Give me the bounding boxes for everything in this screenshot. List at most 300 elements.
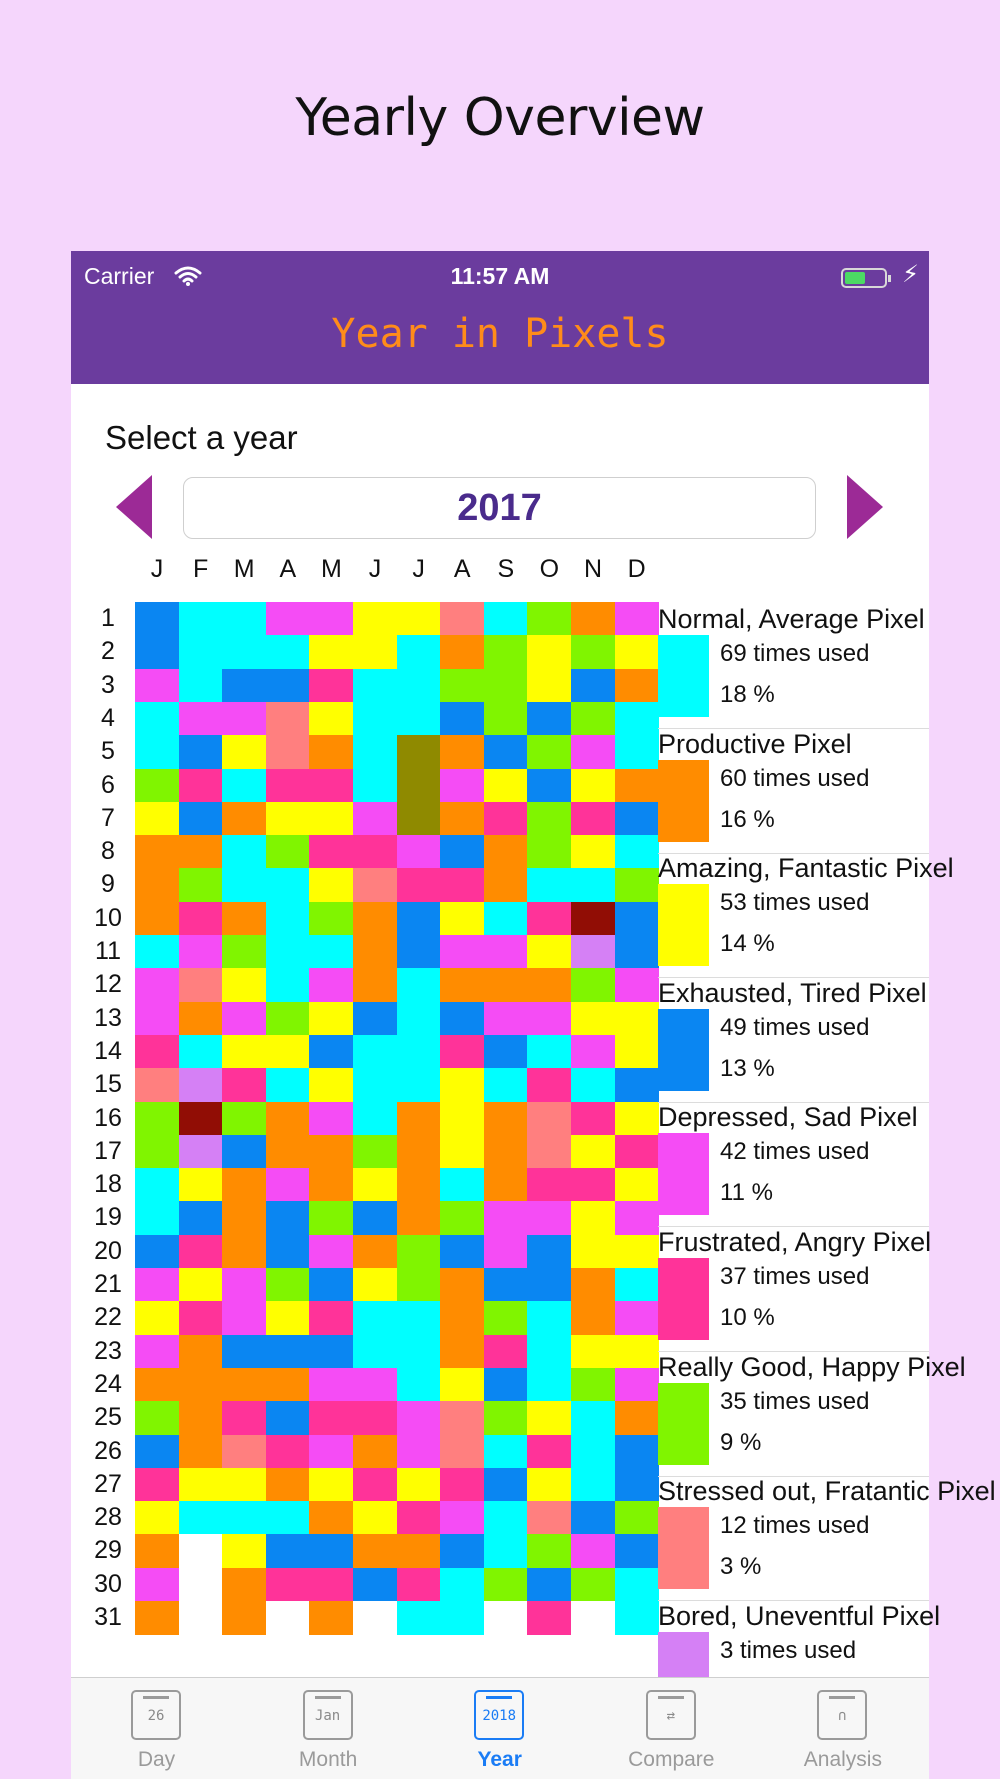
day-pixel[interactable]: [571, 1335, 615, 1369]
day-pixel[interactable]: [397, 1102, 441, 1136]
day-pixel[interactable]: [353, 1534, 397, 1568]
day-pixel[interactable]: [397, 1268, 441, 1302]
day-pixel[interactable]: [397, 868, 441, 902]
day-pixel[interactable]: [353, 1401, 397, 1435]
tab-year[interactable]: [414, 1678, 585, 1779]
day-pixel[interactable]: [615, 1068, 659, 1102]
day-pixel[interactable]: [135, 968, 179, 1002]
day-pixel[interactable]: [309, 935, 353, 969]
day-pixel[interactable]: [179, 935, 223, 969]
day-pixel[interactable]: [309, 669, 353, 703]
day-pixel[interactable]: [440, 935, 484, 969]
day-pixel[interactable]: [440, 1435, 484, 1469]
day-pixel[interactable]: [484, 1002, 528, 1036]
day-pixel[interactable]: [222, 1235, 266, 1269]
day-pixel[interactable]: [440, 802, 484, 836]
day-pixel[interactable]: [527, 1568, 571, 1602]
day-pixel[interactable]: [397, 1201, 441, 1235]
day-pixel[interactable]: [309, 1601, 353, 1635]
day-pixel[interactable]: [440, 1102, 484, 1136]
day-pixel[interactable]: [222, 1401, 266, 1435]
day-pixel[interactable]: [135, 868, 179, 902]
day-pixel[interactable]: [309, 1235, 353, 1269]
day-pixel[interactable]: [440, 735, 484, 769]
day-pixel[interactable]: [309, 902, 353, 936]
day-pixel[interactable]: [615, 1235, 659, 1269]
day-pixel[interactable]: [397, 702, 441, 736]
day-pixel[interactable]: [353, 1435, 397, 1469]
day-pixel[interactable]: [397, 1035, 441, 1069]
day-pixel[interactable]: [571, 1601, 615, 1635]
day-pixel[interactable]: [397, 835, 441, 869]
day-pixel[interactable]: [222, 868, 266, 902]
day-pixel[interactable]: [353, 868, 397, 902]
day-pixel[interactable]: [397, 1401, 441, 1435]
day-pixel[interactable]: [440, 902, 484, 936]
day-pixel[interactable]: [571, 1301, 615, 1335]
day-pixel[interactable]: [309, 1102, 353, 1136]
day-pixel[interactable]: [527, 1501, 571, 1535]
day-pixel[interactable]: [527, 868, 571, 902]
day-pixel[interactable]: [440, 1235, 484, 1269]
day-pixel[interactable]: [266, 1002, 310, 1036]
day-pixel[interactable]: [266, 1568, 310, 1602]
day-pixel[interactable]: [135, 1035, 179, 1069]
day-pixel[interactable]: [179, 1301, 223, 1335]
day-pixel[interactable]: [484, 1501, 528, 1535]
day-pixel[interactable]: [179, 1568, 223, 1602]
day-pixel[interactable]: [135, 1368, 179, 1402]
day-pixel[interactable]: [353, 1501, 397, 1535]
day-pixel[interactable]: [527, 702, 571, 736]
day-pixel[interactable]: [484, 1135, 528, 1169]
day-pixel[interactable]: [615, 635, 659, 669]
day-pixel[interactable]: [179, 702, 223, 736]
day-pixel[interactable]: [484, 735, 528, 769]
day-pixel[interactable]: [571, 1435, 615, 1469]
day-pixel[interactable]: [135, 1068, 179, 1102]
day-pixel[interactable]: [484, 669, 528, 703]
day-pixel[interactable]: [397, 1235, 441, 1269]
day-pixel[interactable]: [440, 769, 484, 803]
day-pixel[interactable]: [353, 835, 397, 869]
day-pixel[interactable]: [266, 1468, 310, 1502]
day-pixel[interactable]: [440, 635, 484, 669]
day-pixel[interactable]: [527, 735, 571, 769]
day-pixel[interactable]: [615, 1301, 659, 1335]
day-pixel[interactable]: [135, 702, 179, 736]
day-pixel[interactable]: [135, 1201, 179, 1235]
day-pixel[interactable]: [179, 769, 223, 803]
day-pixel[interactable]: [309, 1335, 353, 1369]
day-pixel[interactable]: [266, 1335, 310, 1369]
day-pixel[interactable]: [266, 1035, 310, 1069]
day-pixel[interactable]: [135, 1401, 179, 1435]
tab-day[interactable]: [71, 1678, 242, 1779]
day-pixel[interactable]: [266, 968, 310, 1002]
day-pixel[interactable]: [222, 1501, 266, 1535]
day-pixel[interactable]: [179, 1501, 223, 1535]
day-pixel[interactable]: [615, 769, 659, 803]
day-pixel[interactable]: [527, 902, 571, 936]
day-pixel[interactable]: [135, 1501, 179, 1535]
day-pixel[interactable]: [266, 1102, 310, 1136]
day-pixel[interactable]: [571, 669, 615, 703]
day-pixel[interactable]: [135, 635, 179, 669]
day-pixel[interactable]: [309, 1068, 353, 1102]
day-pixel[interactable]: [571, 1368, 615, 1402]
day-pixel[interactable]: [484, 1468, 528, 1502]
day-pixel[interactable]: [527, 1534, 571, 1568]
day-pixel[interactable]: [571, 1002, 615, 1036]
day-pixel[interactable]: [397, 1068, 441, 1102]
day-pixel[interactable]: [266, 835, 310, 869]
day-pixel[interactable]: [440, 968, 484, 1002]
day-pixel[interactable]: [440, 1468, 484, 1502]
day-pixel[interactable]: [527, 1035, 571, 1069]
day-pixel[interactable]: [353, 1201, 397, 1235]
day-pixel[interactable]: [571, 1468, 615, 1502]
day-pixel[interactable]: [179, 868, 223, 902]
day-pixel[interactable]: [571, 1102, 615, 1136]
day-pixel[interactable]: [222, 1068, 266, 1102]
day-pixel[interactable]: [527, 635, 571, 669]
day-pixel[interactable]: [397, 602, 441, 636]
day-pixel[interactable]: [615, 968, 659, 1002]
day-pixel[interactable]: [135, 1301, 179, 1335]
day-pixel[interactable]: [571, 1568, 615, 1602]
day-pixel[interactable]: [527, 1168, 571, 1202]
day-pixel[interactable]: [309, 802, 353, 836]
day-pixel[interactable]: [309, 1002, 353, 1036]
day-pixel[interactable]: [397, 635, 441, 669]
day-pixel[interactable]: [527, 835, 571, 869]
day-pixel[interactable]: [615, 1102, 659, 1136]
day-pixel[interactable]: [222, 1568, 266, 1602]
day-pixel[interactable]: [179, 802, 223, 836]
day-pixel[interactable]: [527, 1301, 571, 1335]
day-pixel[interactable]: [571, 735, 615, 769]
day-pixel[interactable]: [353, 1368, 397, 1402]
day-pixel[interactable]: [179, 968, 223, 1002]
day-pixel[interactable]: [397, 1301, 441, 1335]
day-pixel[interactable]: [309, 1301, 353, 1335]
day-pixel[interactable]: [353, 702, 397, 736]
day-pixel[interactable]: [266, 1601, 310, 1635]
day-pixel[interactable]: [353, 1068, 397, 1102]
day-pixel[interactable]: [179, 1435, 223, 1469]
day-pixel[interactable]: [179, 602, 223, 636]
day-pixel[interactable]: [353, 968, 397, 1002]
day-pixel[interactable]: [135, 1601, 179, 1635]
day-pixel[interactable]: [527, 1368, 571, 1402]
day-pixel[interactable]: [266, 1068, 310, 1102]
day-pixel[interactable]: [222, 968, 266, 1002]
day-pixel[interactable]: [440, 1035, 484, 1069]
day-pixel[interactable]: [527, 935, 571, 969]
day-pixel[interactable]: [484, 1235, 528, 1269]
day-pixel[interactable]: [527, 1102, 571, 1136]
day-pixel[interactable]: [266, 1435, 310, 1469]
day-pixel[interactable]: [266, 802, 310, 836]
day-pixel[interactable]: [135, 1102, 179, 1136]
day-pixel[interactable]: [527, 1468, 571, 1502]
day-pixel[interactable]: [527, 602, 571, 636]
day-pixel[interactable]: [440, 602, 484, 636]
day-pixel[interactable]: [266, 1301, 310, 1335]
day-pixel[interactable]: [615, 602, 659, 636]
day-pixel[interactable]: [397, 1568, 441, 1602]
day-pixel[interactable]: [397, 1501, 441, 1535]
day-pixel[interactable]: [527, 1002, 571, 1036]
tab-analysis[interactable]: [757, 1678, 928, 1779]
day-pixel[interactable]: [615, 735, 659, 769]
day-pixel[interactable]: [527, 1401, 571, 1435]
day-pixel[interactable]: [484, 968, 528, 1002]
next-year-button[interactable]: [847, 475, 883, 539]
day-pixel[interactable]: [571, 868, 615, 902]
day-pixel[interactable]: [397, 1002, 441, 1036]
day-pixel[interactable]: [571, 635, 615, 669]
day-pixel[interactable]: [527, 1335, 571, 1369]
day-pixel[interactable]: [353, 1135, 397, 1169]
day-pixel[interactable]: [135, 1268, 179, 1302]
day-pixel[interactable]: [615, 1035, 659, 1069]
day-pixel[interactable]: [222, 1135, 266, 1169]
day-pixel[interactable]: [266, 935, 310, 969]
day-pixel[interactable]: [179, 1534, 223, 1568]
day-pixel[interactable]: [353, 902, 397, 936]
day-pixel[interactable]: [527, 1601, 571, 1635]
day-pixel[interactable]: [309, 1201, 353, 1235]
day-pixel[interactable]: [615, 868, 659, 902]
day-pixel[interactable]: [266, 735, 310, 769]
day-pixel[interactable]: [353, 1268, 397, 1302]
day-pixel[interactable]: [571, 902, 615, 936]
day-pixel[interactable]: [222, 1435, 266, 1469]
day-pixel[interactable]: [615, 1468, 659, 1502]
day-pixel[interactable]: [615, 669, 659, 703]
day-pixel[interactable]: [222, 769, 266, 803]
day-pixel[interactable]: [222, 935, 266, 969]
day-pixel[interactable]: [179, 1068, 223, 1102]
day-pixel[interactable]: [484, 1335, 528, 1369]
day-pixel[interactable]: [397, 735, 441, 769]
day-pixel[interactable]: [397, 1135, 441, 1169]
day-pixel[interactable]: [179, 1601, 223, 1635]
day-pixel[interactable]: [135, 835, 179, 869]
day-pixel[interactable]: [615, 1335, 659, 1369]
day-pixel[interactable]: [266, 1235, 310, 1269]
day-pixel[interactable]: [179, 1335, 223, 1369]
day-pixel[interactable]: [179, 1168, 223, 1202]
day-pixel[interactable]: [484, 1068, 528, 1102]
day-pixel[interactable]: [222, 669, 266, 703]
day-pixel[interactable]: [266, 1135, 310, 1169]
day-pixel[interactable]: [353, 1102, 397, 1136]
day-pixel[interactable]: [615, 702, 659, 736]
day-pixel[interactable]: [309, 735, 353, 769]
day-pixel[interactable]: [353, 669, 397, 703]
day-pixel[interactable]: [179, 635, 223, 669]
day-pixel[interactable]: [440, 868, 484, 902]
day-pixel[interactable]: [571, 935, 615, 969]
day-pixel[interactable]: [615, 1501, 659, 1535]
day-pixel[interactable]: [440, 1368, 484, 1402]
day-pixel[interactable]: [571, 1501, 615, 1535]
day-pixel[interactable]: [222, 1268, 266, 1302]
day-pixel[interactable]: [353, 1568, 397, 1602]
day-pixel[interactable]: [397, 1368, 441, 1402]
day-pixel[interactable]: [397, 669, 441, 703]
day-pixel[interactable]: [179, 902, 223, 936]
day-pixel[interactable]: [484, 868, 528, 902]
day-pixel[interactable]: [266, 1534, 310, 1568]
day-pixel[interactable]: [571, 835, 615, 869]
day-pixel[interactable]: [615, 1401, 659, 1435]
day-pixel[interactable]: [309, 968, 353, 1002]
day-pixel[interactable]: [440, 1335, 484, 1369]
day-pixel[interactable]: [179, 835, 223, 869]
day-pixel[interactable]: [484, 1301, 528, 1335]
day-pixel[interactable]: [615, 1534, 659, 1568]
day-pixel[interactable]: [135, 1135, 179, 1169]
day-pixel[interactable]: [222, 1601, 266, 1635]
day-pixel[interactable]: [440, 1501, 484, 1535]
day-pixel[interactable]: [222, 835, 266, 869]
day-pixel[interactable]: [222, 1368, 266, 1402]
day-pixel[interactable]: [397, 968, 441, 1002]
day-pixel[interactable]: [440, 1068, 484, 1102]
day-pixel[interactable]: [266, 702, 310, 736]
day-pixel[interactable]: [222, 1002, 266, 1036]
day-pixel[interactable]: [397, 769, 441, 803]
day-pixel[interactable]: [309, 1568, 353, 1602]
day-pixel[interactable]: [484, 1201, 528, 1235]
day-pixel[interactable]: [266, 868, 310, 902]
day-pixel[interactable]: [222, 1534, 266, 1568]
day-pixel[interactable]: [266, 902, 310, 936]
day-pixel[interactable]: [222, 1468, 266, 1502]
day-pixel[interactable]: [440, 702, 484, 736]
day-pixel[interactable]: [266, 769, 310, 803]
day-pixel[interactable]: [309, 635, 353, 669]
day-pixel[interactable]: [222, 802, 266, 836]
day-pixel[interactable]: [440, 1168, 484, 1202]
day-pixel[interactable]: [571, 1035, 615, 1069]
day-pixel[interactable]: [615, 1368, 659, 1402]
day-pixel[interactable]: [135, 1168, 179, 1202]
day-pixel[interactable]: [397, 935, 441, 969]
day-pixel[interactable]: [615, 1168, 659, 1202]
day-pixel[interactable]: [527, 1435, 571, 1469]
day-pixel[interactable]: [484, 635, 528, 669]
day-pixel[interactable]: [179, 1468, 223, 1502]
tab-month[interactable]: [243, 1678, 414, 1779]
day-pixel[interactable]: [353, 602, 397, 636]
day-pixel[interactable]: [484, 1168, 528, 1202]
day-pixel[interactable]: [571, 702, 615, 736]
day-pixel[interactable]: [179, 1201, 223, 1235]
day-pixel[interactable]: [440, 1568, 484, 1602]
day-pixel[interactable]: [179, 1268, 223, 1302]
day-pixel[interactable]: [222, 1102, 266, 1136]
day-pixel[interactable]: [353, 769, 397, 803]
day-pixel[interactable]: [527, 669, 571, 703]
day-pixel[interactable]: [135, 802, 179, 836]
day-pixel[interactable]: [222, 635, 266, 669]
day-pixel[interactable]: [266, 635, 310, 669]
day-pixel[interactable]: [309, 1035, 353, 1069]
day-pixel[interactable]: [571, 602, 615, 636]
day-pixel[interactable]: [309, 868, 353, 902]
day-pixel[interactable]: [615, 902, 659, 936]
day-pixel[interactable]: [571, 1268, 615, 1302]
day-pixel[interactable]: [527, 1268, 571, 1302]
day-pixel[interactable]: [135, 669, 179, 703]
day-pixel[interactable]: [484, 769, 528, 803]
day-pixel[interactable]: [484, 1534, 528, 1568]
day-pixel[interactable]: [571, 1135, 615, 1169]
day-pixel[interactable]: [179, 1368, 223, 1402]
day-pixel[interactable]: [353, 935, 397, 969]
day-pixel[interactable]: [309, 1168, 353, 1202]
day-pixel[interactable]: [440, 1601, 484, 1635]
day-pixel[interactable]: [222, 1201, 266, 1235]
day-pixel[interactable]: [571, 1235, 615, 1269]
day-pixel[interactable]: [353, 1335, 397, 1369]
day-pixel[interactable]: [353, 735, 397, 769]
day-pixel[interactable]: [440, 1268, 484, 1302]
day-pixel[interactable]: [484, 935, 528, 969]
day-pixel[interactable]: [484, 835, 528, 869]
day-pixel[interactable]: [440, 1135, 484, 1169]
day-pixel[interactable]: [179, 669, 223, 703]
day-pixel[interactable]: [179, 1102, 223, 1136]
day-pixel[interactable]: [484, 902, 528, 936]
day-pixel[interactable]: [266, 669, 310, 703]
day-pixel[interactable]: [615, 1002, 659, 1036]
day-pixel[interactable]: [353, 1002, 397, 1036]
day-pixel[interactable]: [135, 1468, 179, 1502]
day-pixel[interactable]: [309, 1135, 353, 1169]
day-pixel[interactable]: [353, 1235, 397, 1269]
day-pixel[interactable]: [309, 835, 353, 869]
day-pixel[interactable]: [135, 769, 179, 803]
day-pixel[interactable]: [527, 1235, 571, 1269]
day-pixel[interactable]: [179, 1401, 223, 1435]
day-pixel[interactable]: [309, 1534, 353, 1568]
day-pixel[interactable]: [440, 1401, 484, 1435]
day-pixel[interactable]: [397, 1601, 441, 1635]
day-pixel[interactable]: [440, 1534, 484, 1568]
day-pixel[interactable]: [484, 1568, 528, 1602]
day-pixel[interactable]: [397, 1168, 441, 1202]
day-pixel[interactable]: [484, 1435, 528, 1469]
day-pixel[interactable]: [135, 1235, 179, 1269]
day-pixel[interactable]: [527, 1068, 571, 1102]
day-pixel[interactable]: [527, 802, 571, 836]
day-pixel[interactable]: [135, 1002, 179, 1036]
day-pixel[interactable]: [484, 1368, 528, 1402]
day-pixel[interactable]: [266, 602, 310, 636]
day-pixel[interactable]: [397, 1335, 441, 1369]
day-pixel[interactable]: [179, 1002, 223, 1036]
day-pixel[interactable]: [222, 1301, 266, 1335]
day-pixel[interactable]: [266, 1368, 310, 1402]
day-pixel[interactable]: [222, 902, 266, 936]
day-pixel[interactable]: [440, 669, 484, 703]
